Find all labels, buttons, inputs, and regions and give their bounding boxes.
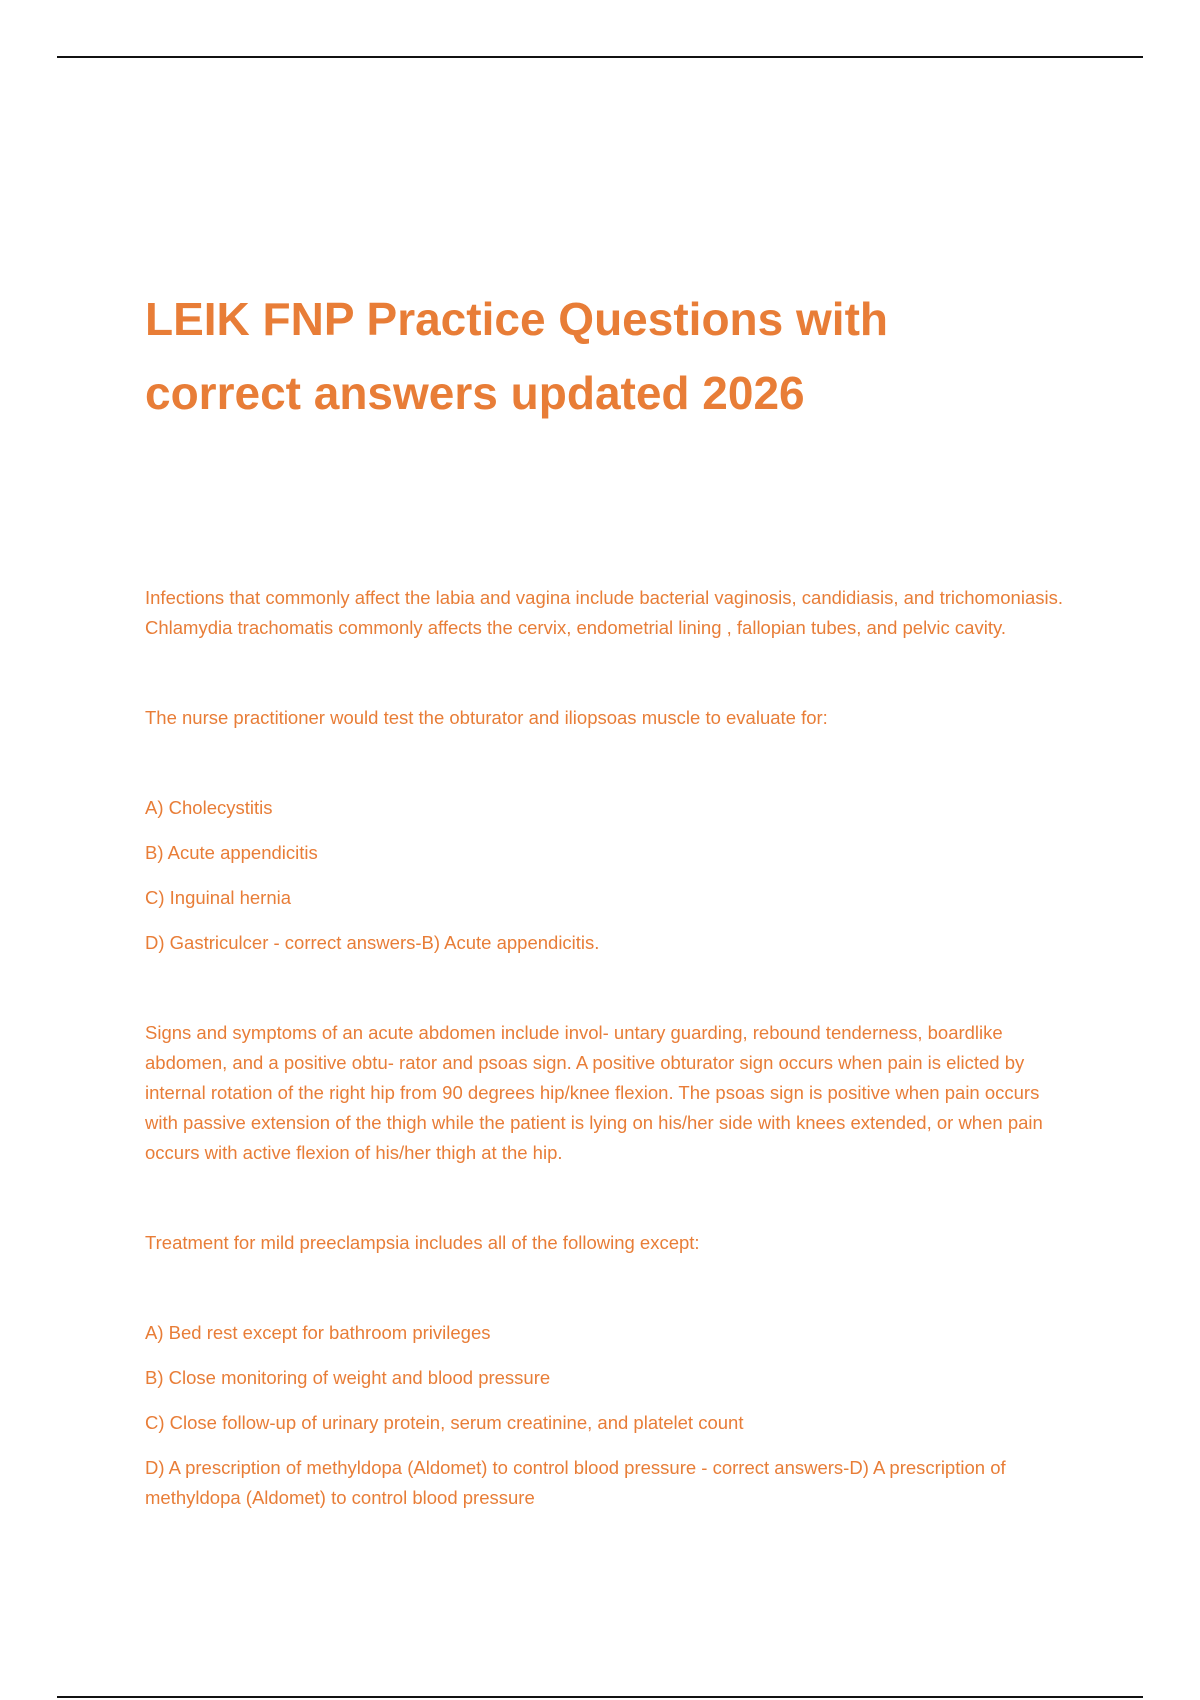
document-title xyxy=(145,282,1045,430)
title-line-1: LEIK FNP Practice Questions with xyxy=(145,293,888,345)
option-d: D) Gastriculcer - correct answers-B) Acute appendicitis. xyxy=(145,932,600,953)
option-c: C) Close follow-up of urinary protein, serum creatinine, and platelet count xyxy=(145,1412,744,1433)
title-line-2: correct answers updated 2026 xyxy=(145,367,805,419)
document-body xyxy=(145,583,1065,1513)
paragraph-acute-abdomen: Signs and symptoms of an acute abdomen include invol- untary guarding, rebound tenderness, boardlike abdomen, and a positive obtu- rator and psoas sign. A positive obturator sign occurs when pain is elicted by internal rotation of the right hip from 90 degrees hip/knee flexion. The psoas sign is positive when pain occurs with passive extension of the thigh while the patient is lying on his/her side with knees extended, or when pain occurs with active flexion of his/her thigh at the hip. xyxy=(145,1022,1043,1163)
top-rule xyxy=(57,56,1143,58)
question-obturator: The nurse practitioner would test the obturator and iliopsoas muscle to evaluate for: xyxy=(145,707,828,728)
option-c: C) Inguinal hernia xyxy=(145,887,292,908)
option-a: A) Cholecystitis xyxy=(145,797,273,818)
question-preeclampsia: Treatment for mild preeclampsia includes all of the following except: xyxy=(145,1232,700,1253)
paragraph-infections: Infections that commonly affect the labia and vagina include bacterial vaginosis, candidiasis, and trichomoniasis. Chlamydia trachomatis commonly affects the cervix, endometrial lining , fallopian tubes, and pelvic cavity. xyxy=(145,587,1063,638)
bottom-rule xyxy=(57,1696,1143,1698)
option-b: B) Acute appendicitis xyxy=(145,842,318,863)
option-d: D) A prescription of methyldopa (Aldomet) to control blood pressure - correct answers-D) A prescription of methyldopa (Aldomet) to control blood pressure xyxy=(145,1457,1006,1508)
option-b: B) Close monitoring of weight and blood pressure xyxy=(145,1367,551,1388)
option-a: A) Bed rest except for bathroom privileges xyxy=(145,1322,491,1343)
